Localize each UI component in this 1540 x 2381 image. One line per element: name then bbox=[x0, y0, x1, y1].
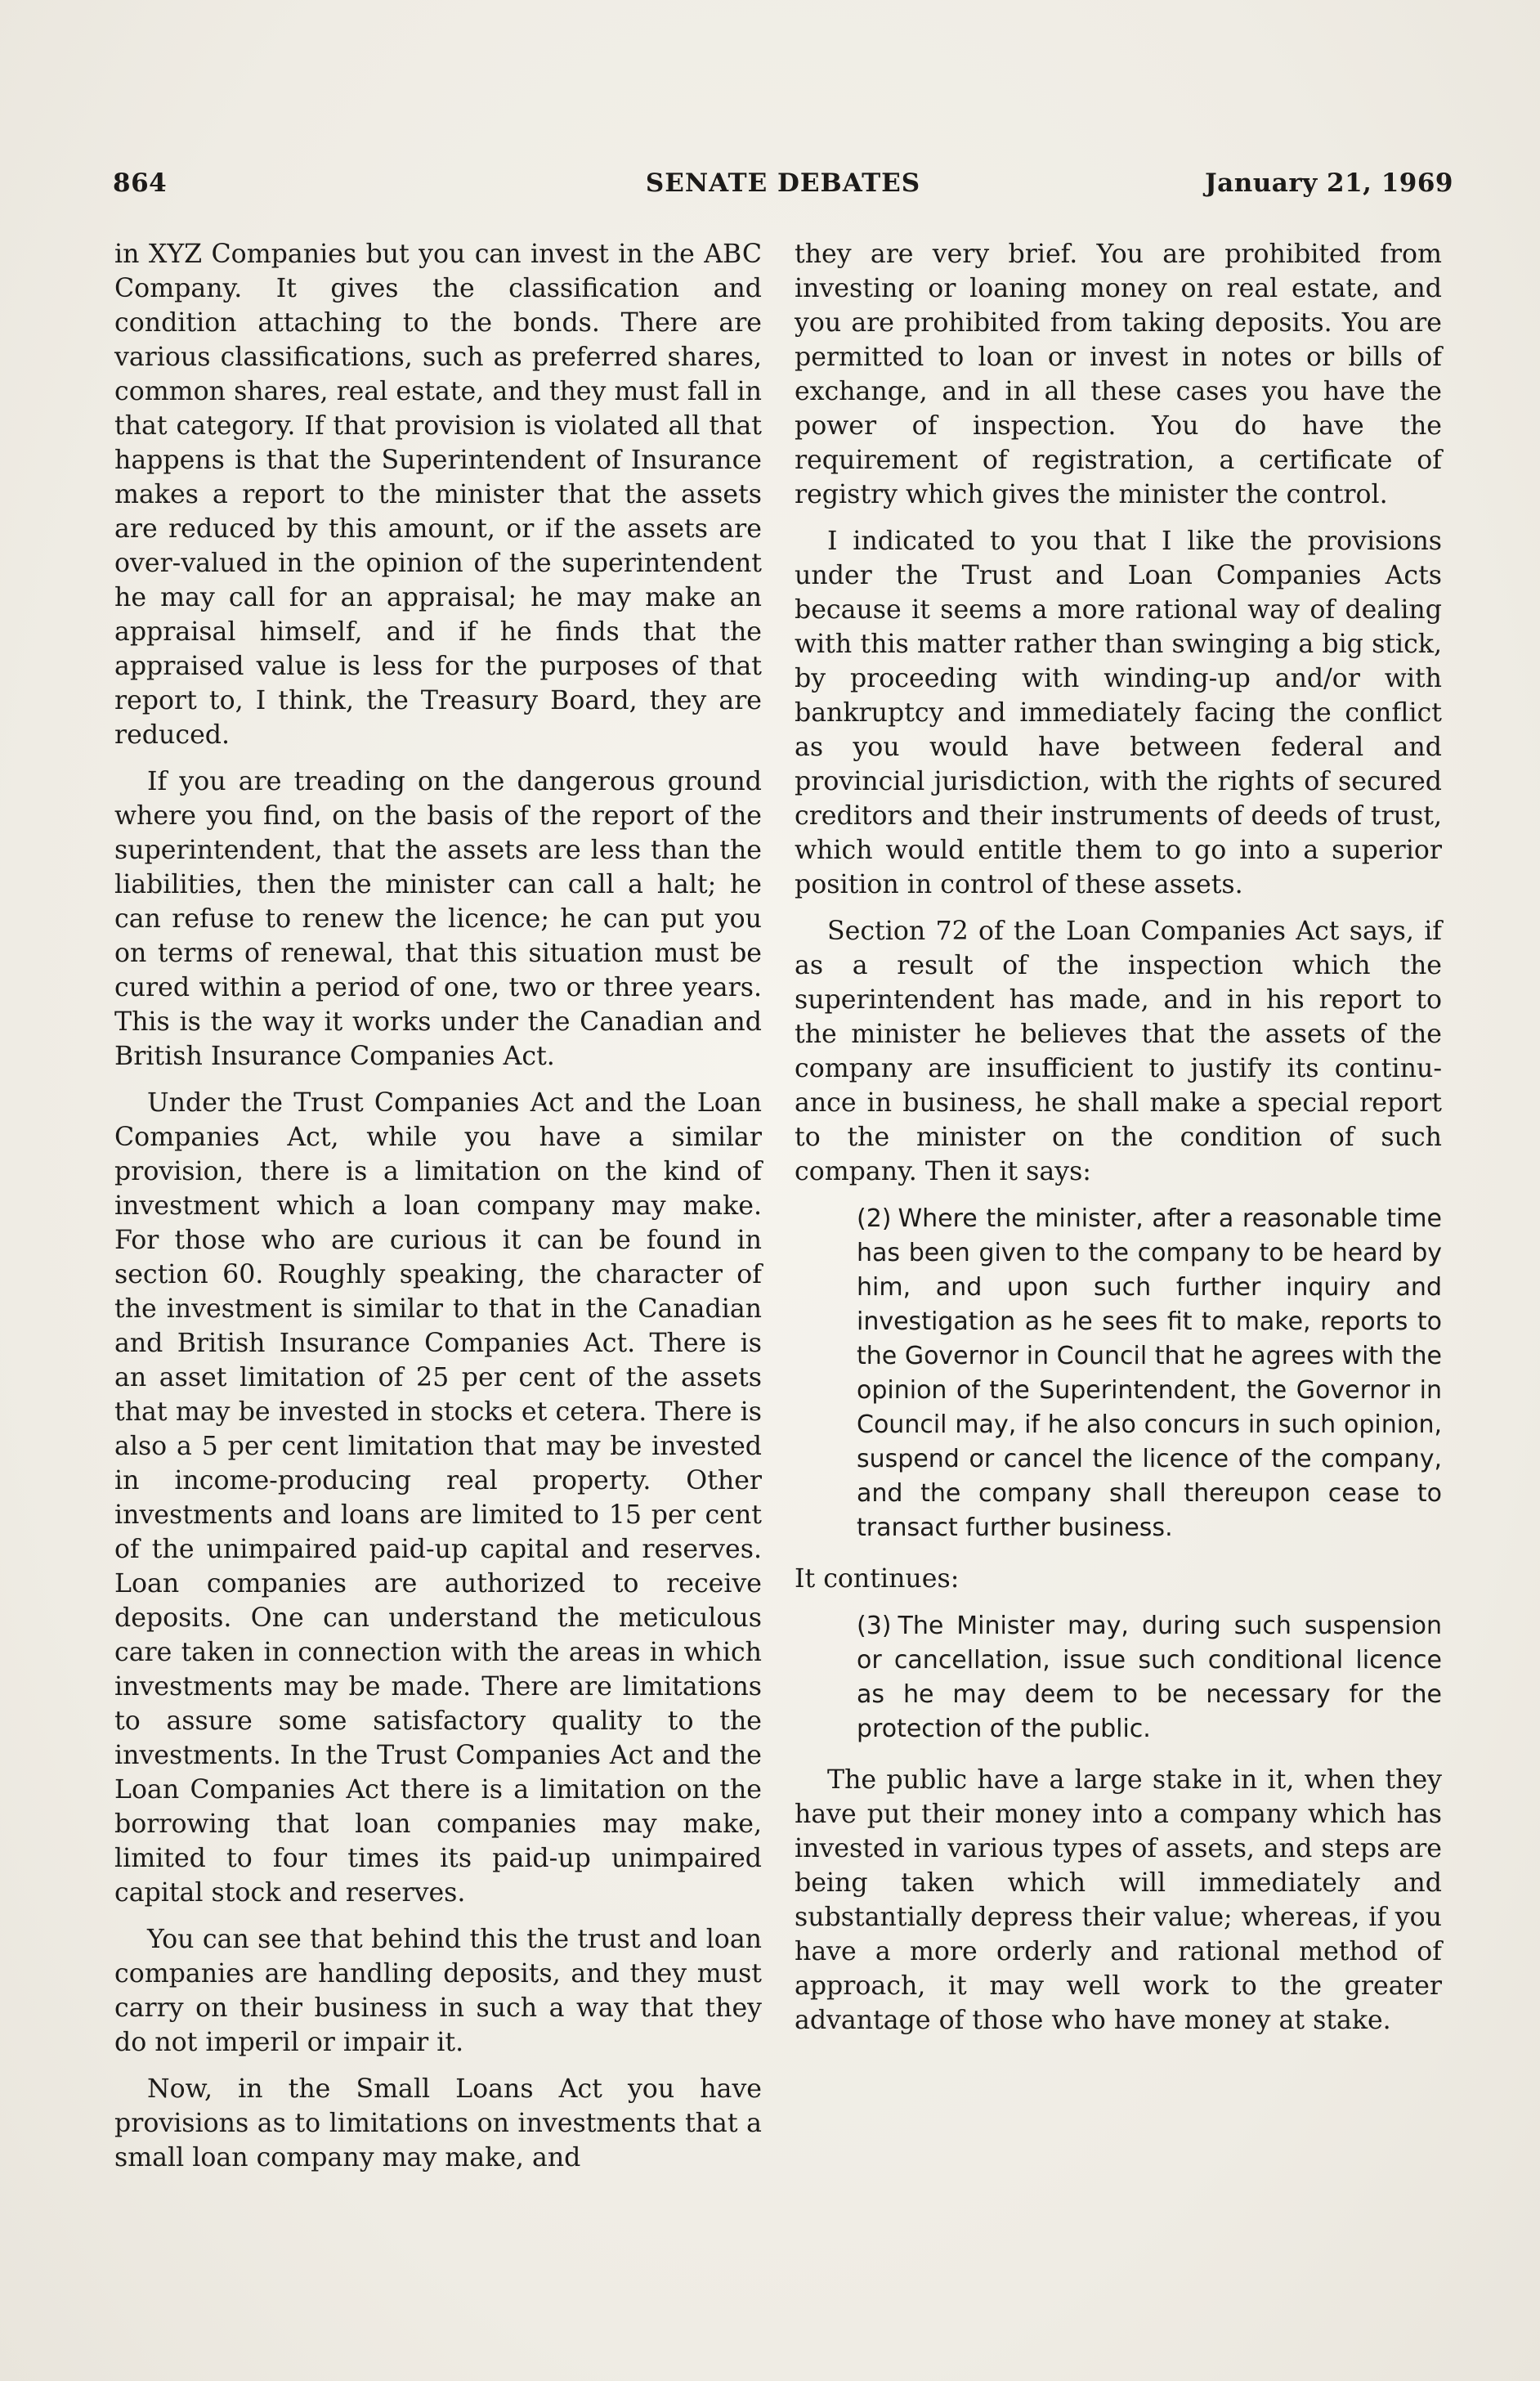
paragraph: If you are treading on the dangerous ground where you find, on the basis of the report of the superintendent, that the assets are less than the liabilities, then the minister can call a halt; he can refuse to renew the licence; he can put you on terms of renewal, that this situation must be cured within a period of one, two or three years. This is the way it works under the Canadian and British Insurance Companies Act. bbox=[114, 767, 762, 1071]
paragraph: It continues: bbox=[795, 1564, 960, 1594]
paragraph: they are very brief. You are prohibited from investing or loaning money on real estate, and you are prohibited from taking deposits. You are permitted to loan or invest in notes or bills of exchange, and in all these cases you have the power of inspection. You do have the requirement of registration, a certificate of registry which gives the minister the control. bbox=[795, 240, 1442, 509]
issue-date: January 21, 1969 bbox=[1204, 168, 1453, 198]
page-number: 864 bbox=[113, 168, 168, 198]
block-quote-subsection-2 bbox=[857, 1202, 1442, 1545]
block-quote-subsection-3 bbox=[857, 1609, 1442, 1747]
subsection-number: (3) bbox=[857, 1612, 892, 1640]
quote-text: Where the minister, after a reasonable time has been given to the company to be heard by him, and upon such further inquiry and investigation as he sees fit to make, reports to the Governor in Council that he agrees with the opinion of the Superintendent, the Governor in Council may, if he also concurs in such opinion, suspend or cancel the licence of the company, and the company shall thereupon cease to transact further business. bbox=[857, 1204, 1442, 1542]
left-column bbox=[114, 237, 762, 2175]
journal-title: SENATE DEBATES bbox=[645, 168, 921, 198]
paragraph: Section 72 of the Loan Companies Act says, if as a result of the inspection which the superintendent has made, and in his report to the minister he believes that the assets of the company are insufficient to justify its continuance in business, he shall make a special report to the minister on the condition of such company. Then it says: bbox=[795, 917, 1442, 1186]
page-header bbox=[113, 168, 1453, 209]
paragraph: Under the Trust Companies Act and the Loan Companies Act, while you have a similar provision, there is a limitation on the kind of investment which a loan company may make. For those who are curious it can be found in section 60. Roughly speaking, the character of the investment is similar to that in the Canadian and British Insurance Companies Act. There is an asset limitation of 25 per cent of the assets that may be invested in stocks et cetera. There is also a 5 per cent limitation that may be invested in income-producing real property. Other investments and loans are limited to 15 per cent of the unimpaired paid-up capital and reserves. Loan companies are authorized to receive deposits. One can understand the meticulous care taken in connection with the areas in which investments may be made. There are limitations to assure some satisfactory quality to the investments. In the Trust Companies Act and the Loan Companies Act there is a limitation on the borrowing that loan companies may make, limited to four times its paid-up unimpaired capital stock and reserves. bbox=[114, 1088, 762, 1908]
paragraph: I indicated to you that I like the provisions under the Trust and Loan Companies Acts because it seems a more rational way of dealing with this matter rather than swinging a big stick, by proceeding with winding-up and/or with bankruptcy and immediately facing the conflict as you would have between federal and provincial jurisdiction, with the rights of secured creditors and their instruments of deeds of trust, which would entitle them to go into a superior position in control of these assets. bbox=[795, 527, 1442, 899]
paragraph: Now, in the Small Loans Act you have provisions as to limitations on investments that a small loan company may make, and bbox=[114, 2074, 762, 2172]
paragraph: You can see that behind this the trust and loan companies are handling deposits, and they must carry on their business in such a way that they do not imperil or impair it. bbox=[114, 1925, 762, 2057]
paragraph: The public have a large stake in it, when they have put their money into a company which has invested in various types of assets, and steps are being taken which will immediately and substantially depress their value; whereas, if you have a more orderly and rational method of approach, it may well work to the greater advantage of those who have money at stake. bbox=[795, 1765, 1442, 2035]
right-column bbox=[795, 237, 1442, 2038]
paragraph: in XYZ Companies but you can invest in the ABC Company. It gives the classification and condition attaching to the bonds. There are various classifications, such as preferred shares, common shares, real estate, and they must fall in that category. If that provision is violated all that happens is that the Superintendent of Insurance makes a report to the minister that the assets are reduced by this amount, or if the assets are over-valued in the opinion of the superintendent he may call for an appraisal; he may make an appraisal himself, and if he finds that the appraised value is less for the purposes of that report to, I think, the Treasury Board, they are reduced. bbox=[114, 240, 762, 750]
quote-text: The Minister may, during such suspension or cancellation, issue such conditional licence as he may deem to be necessary for the protection of the public. bbox=[857, 1612, 1442, 1743]
subsection-number: (2) bbox=[857, 1204, 892, 1233]
